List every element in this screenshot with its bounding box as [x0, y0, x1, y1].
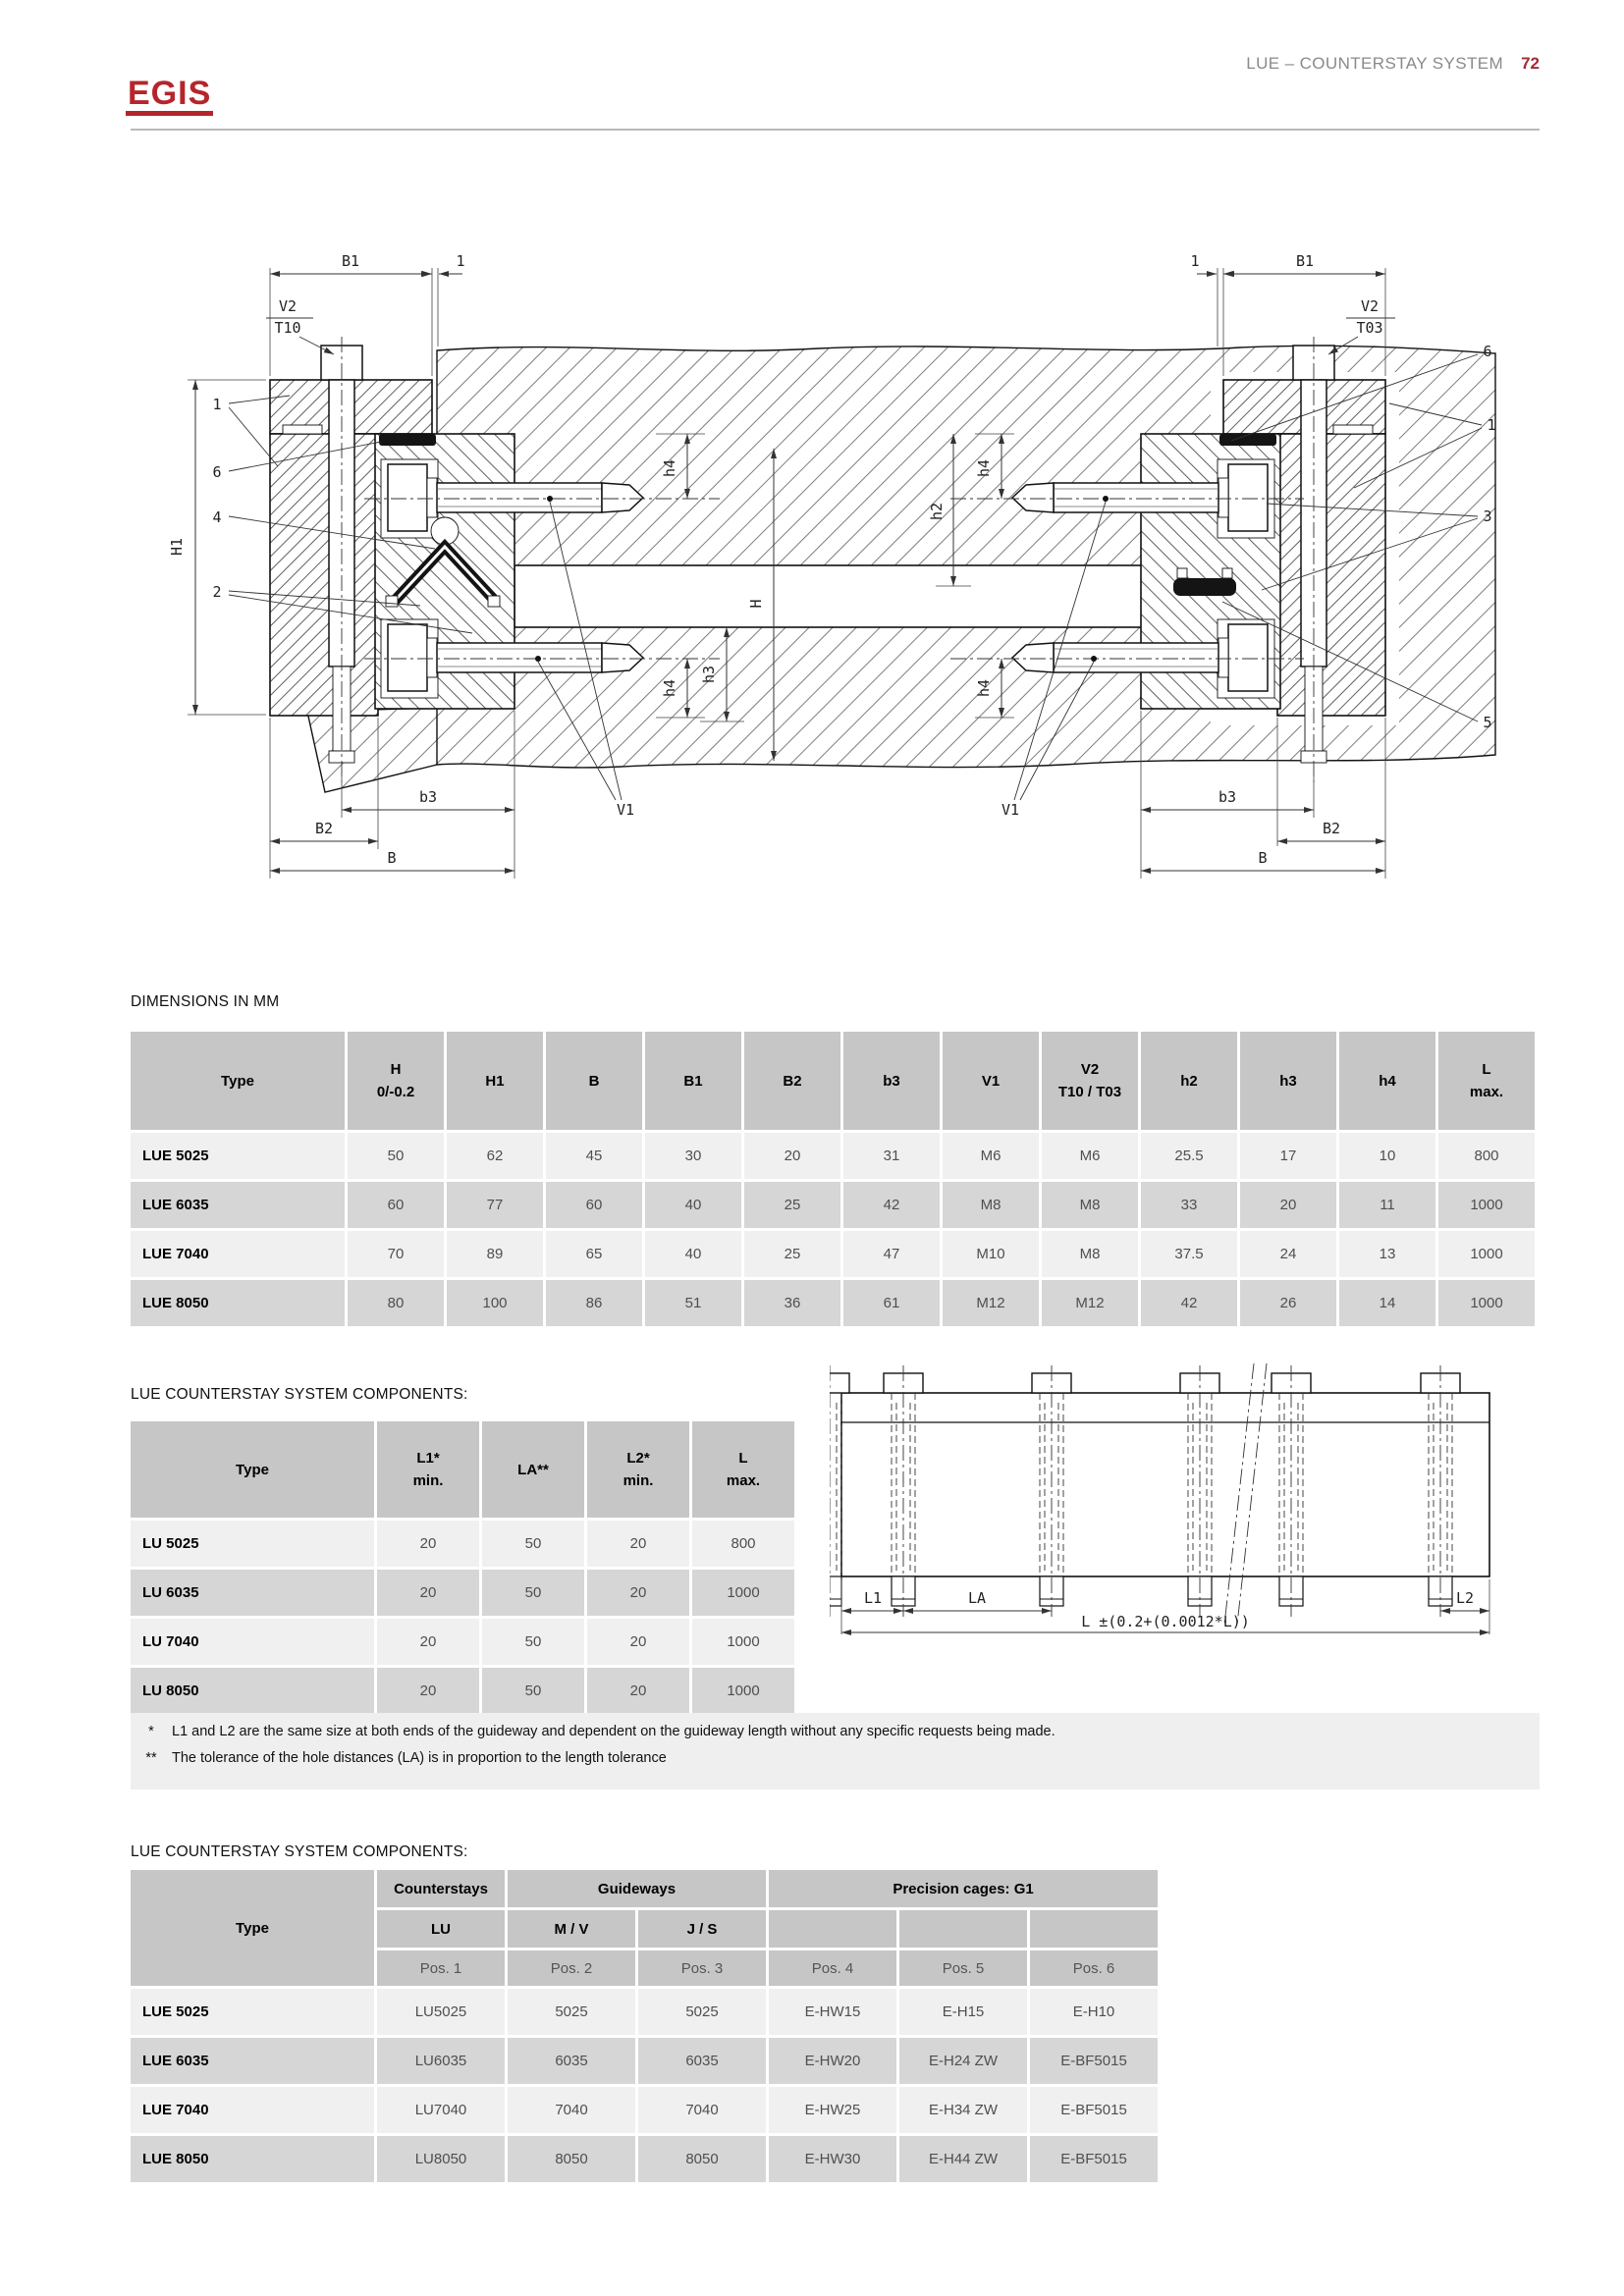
table-row — [131, 1521, 794, 1567]
dim-b1-right: B1 — [1295, 252, 1315, 270]
cell-value: E-HW30 — [769, 2136, 896, 2182]
group-header-precision-cages: Precision cages: G1 — [769, 1870, 1158, 1907]
table-row — [131, 1231, 1535, 1277]
cell-value: 42 — [1141, 1280, 1237, 1326]
row-type: LU 5025 — [131, 1521, 374, 1567]
group-header-guideways: Guideways — [508, 1870, 766, 1907]
cell-value: 11 — [1339, 1182, 1435, 1228]
cell-value: E-H24 ZW — [899, 2038, 1027, 2084]
row-type: LUE 8050 — [131, 2136, 374, 2182]
right-flange-step — [1333, 425, 1373, 434]
cell-value: E-HW25 — [769, 2087, 896, 2133]
dim-b-left: B — [387, 849, 397, 867]
item-6-right: 6 — [1483, 343, 1492, 360]
dim-h4-bottom-left: h4 — [661, 678, 678, 698]
cell-value: 62 — [447, 1133, 543, 1179]
table-row — [131, 2136, 1158, 2182]
sub-header-empty — [1030, 1910, 1158, 1948]
table-row — [131, 1989, 1158, 2035]
item-1-left: 1 — [212, 396, 222, 413]
cell-value: 20 — [1240, 1182, 1336, 1228]
cell-value: 1000 — [692, 1570, 794, 1616]
cell-value: 25.5 — [1141, 1133, 1237, 1179]
footnotes — [131, 1713, 1540, 1789]
cell-value: M8 — [943, 1182, 1039, 1228]
row-type: LUE 7040 — [131, 2087, 374, 2133]
cell-value: 25 — [744, 1231, 840, 1277]
cell-value: 800 — [1438, 1133, 1535, 1179]
cell-value: E-BF5015 — [1030, 2136, 1158, 2182]
col-header-h3: h3 — [1240, 1032, 1336, 1130]
cell-value: 7040 — [508, 2087, 635, 2133]
cell-value: M8 — [1042, 1182, 1138, 1228]
dim-h2: h2 — [928, 502, 946, 521]
cell-value: 89 — [447, 1231, 543, 1277]
cell-value: 20 — [377, 1521, 479, 1567]
item-2-left: 2 — [212, 583, 222, 601]
row-type: LUE 7040 — [131, 1231, 345, 1277]
section1-heading: DIMENSIONS IN MM — [131, 993, 280, 1010]
right-clamp-plate — [1277, 434, 1385, 716]
cell-value: E-BF5015 — [1030, 2087, 1158, 2133]
cell-value: 40 — [645, 1182, 741, 1228]
table-row — [131, 2038, 1158, 2084]
pos-header-3: Pos. 3 — [638, 1950, 766, 1986]
dim-h4-top-right: h4 — [975, 458, 993, 478]
cell-value: E-BF5015 — [1030, 2038, 1158, 2084]
cell-value: LU7040 — [377, 2087, 505, 2133]
dim-l2: L2 — [1455, 1589, 1475, 1607]
cell-value: 20 — [587, 1619, 689, 1665]
cell-value: M6 — [1042, 1133, 1138, 1179]
cell-value: 5025 — [508, 1989, 635, 2035]
page-title: LUE – COUNTERSTAY SYSTEM — [1246, 54, 1504, 73]
footnote-text: The tolerance of the hole distances (LA) is in proportion to the length tolerance — [172, 1750, 667, 1766]
dim-b2-right: B2 — [1322, 820, 1341, 837]
dim-b3-right: b3 — [1218, 788, 1237, 806]
cell-value: E-H34 ZW — [899, 2087, 1027, 2133]
cell-value: 47 — [843, 1231, 940, 1277]
cell-value: 20 — [587, 1521, 689, 1567]
dim-h: H — [747, 599, 765, 609]
cell-value: 50 — [348, 1133, 444, 1179]
cell-value: 25 — [744, 1182, 840, 1228]
pos-header-1: Pos. 1 — [377, 1950, 505, 1986]
sub-header-empty — [769, 1910, 896, 1948]
col-header-type: Type — [131, 1421, 374, 1518]
left-clamp-plate — [270, 434, 378, 716]
cell-value: 50 — [482, 1668, 584, 1714]
sub-header-lu: LU — [377, 1910, 505, 1948]
cell-value: 8050 — [508, 2136, 635, 2182]
item-6-left: 6 — [212, 463, 222, 481]
callout-t03: T03 — [1356, 319, 1383, 337]
cell-value: 800 — [692, 1521, 794, 1567]
col-header-h4: h4 — [1339, 1032, 1435, 1130]
cell-value: E-HW15 — [769, 1989, 896, 2035]
cell-value: 30 — [645, 1133, 741, 1179]
cell-value: 100 — [447, 1280, 543, 1326]
table-row — [131, 1668, 794, 1714]
counterstay-cross-section-drawing — [131, 162, 1540, 918]
guideway-body — [841, 1393, 1489, 1576]
sub-header-empty — [899, 1910, 1027, 1948]
item-1-right: 1 — [1487, 416, 1496, 434]
section3-heading: LUE COUNTERSTAY SYSTEM COMPONENTS: — [131, 1843, 468, 1860]
row-type: LU 7040 — [131, 1619, 374, 1665]
row-type: LU 6035 — [131, 1570, 374, 1616]
left-flange-step — [283, 425, 322, 434]
table-row — [131, 1133, 1535, 1179]
cell-value: 60 — [348, 1182, 444, 1228]
right-top-seal — [1219, 434, 1276, 446]
cell-value: 1000 — [1438, 1280, 1535, 1326]
cell-value: LU5025 — [377, 1989, 505, 2035]
cell-value: M6 — [943, 1133, 1039, 1179]
cell-value: 26 — [1240, 1280, 1336, 1326]
cell-value: 1000 — [1438, 1231, 1535, 1277]
col-header-la: LA** — [482, 1421, 584, 1518]
callout-t10: T10 — [274, 319, 301, 337]
dim-gap-right: 1 — [1190, 252, 1200, 270]
pos-header-5: Pos. 5 — [899, 1950, 1027, 1986]
cell-value: 20 — [587, 1668, 689, 1714]
footnote-2 — [131, 1750, 1540, 1766]
cell-value: 14 — [1339, 1280, 1435, 1326]
col-header-type: Type — [131, 1870, 374, 1986]
footnote-marker: * — [148, 1724, 154, 1739]
cell-value: 13 — [1339, 1231, 1435, 1277]
pos-header-2: Pos. 2 — [508, 1950, 635, 1986]
guideway-slot — [514, 565, 1144, 627]
pos-header-4: Pos. 4 — [769, 1950, 896, 1986]
col-header-l1: L1* min. — [377, 1421, 479, 1518]
dim-b3-left: b3 — [418, 788, 438, 806]
cell-value: 20 — [587, 1570, 689, 1616]
positions-table — [128, 1867, 1161, 2185]
guideway-drawing — [830, 1360, 1532, 1644]
cell-value: 7040 — [638, 2087, 766, 2133]
page-number: 72 — [1521, 54, 1540, 73]
cell-value: 37.5 — [1141, 1231, 1237, 1277]
seal-ear-left — [1177, 568, 1187, 578]
dim-h1: H1 — [168, 537, 186, 557]
table-row — [131, 1570, 794, 1616]
dim-la: LA — [967, 1589, 987, 1607]
sub-header-mv: M / V — [508, 1910, 635, 1948]
cell-value: 24 — [1240, 1231, 1336, 1277]
cell-value: 36 — [744, 1280, 840, 1326]
cell-value: M8 — [1042, 1231, 1138, 1277]
dim-l-tolerance: L ±(0.2+(0.0012*L)) — [1081, 1613, 1250, 1630]
pos-header-6: Pos. 6 — [1030, 1950, 1158, 1986]
row-type: LU 8050 — [131, 1668, 374, 1714]
cell-value: 8050 — [638, 2136, 766, 2182]
row-type: LUE 8050 — [131, 1280, 345, 1326]
row-type: LUE 5025 — [131, 1133, 345, 1179]
cell-value: 6035 — [638, 2038, 766, 2084]
egis-logo: EGIS — [126, 77, 213, 116]
footnote-marker: ** — [145, 1750, 157, 1766]
col-header-h1: H1 — [447, 1032, 543, 1130]
item-5-right: 5 — [1483, 714, 1492, 731]
seal-ear-right — [1222, 568, 1232, 578]
table-row — [131, 1280, 1535, 1326]
table-header-row — [131, 1421, 794, 1518]
cell-value: 31 — [843, 1133, 940, 1179]
cell-value: 6035 — [508, 2038, 635, 2084]
prism-foot-left — [386, 596, 398, 607]
dim-h4-top-left: h4 — [661, 458, 678, 478]
cell-value: 42 — [843, 1182, 940, 1228]
col-header-b2: B2 — [744, 1032, 840, 1130]
col-header-l: L max. — [692, 1421, 794, 1518]
table-row — [131, 1619, 794, 1665]
callout-v2-left: V2 — [278, 297, 298, 315]
table-group-header-row — [131, 1870, 1158, 1907]
table-row — [131, 1182, 1535, 1228]
page-header — [1246, 54, 1540, 74]
cell-value: 77 — [447, 1182, 543, 1228]
cell-value: LU8050 — [377, 2136, 505, 2182]
col-header-l: L max. — [1438, 1032, 1535, 1130]
dim-b1-left: B1 — [341, 252, 360, 270]
cell-value: 17 — [1240, 1133, 1336, 1179]
col-header-b1: B1 — [645, 1032, 741, 1130]
dim-h3: h3 — [700, 665, 718, 684]
cell-value: 65 — [546, 1231, 642, 1277]
col-header-b: B — [546, 1032, 642, 1130]
cell-value: 60 — [546, 1182, 642, 1228]
callout-v1-left: V1 — [616, 801, 635, 819]
cell-value: E-H15 — [899, 1989, 1027, 2035]
cell-value: 70 — [348, 1231, 444, 1277]
dim-gap-left: 1 — [456, 252, 465, 270]
col-header-l2: L2* min. — [587, 1421, 689, 1518]
col-header-v2: V2 T10 / T03 — [1042, 1032, 1138, 1130]
callout-v1-right: V1 — [1001, 801, 1020, 819]
sub-header-js: J / S — [638, 1910, 766, 1948]
cell-value: 20 — [377, 1668, 479, 1714]
dim-l1: L1 — [863, 1589, 883, 1607]
footnote-text: L1 and L2 are the same size at both ends of the guideway and dependent on the guideway length without any specific requests being made. — [172, 1724, 1056, 1739]
left-top-seal — [379, 434, 436, 446]
cell-value: 1000 — [1438, 1182, 1535, 1228]
item-4-left: 4 — [212, 508, 222, 526]
cell-value: 20 — [744, 1133, 840, 1179]
dim-h4-bottom-right: h4 — [975, 678, 993, 698]
cell-value: M12 — [943, 1280, 1039, 1326]
cell-value: 50 — [482, 1570, 584, 1616]
cell-value: E-H10 — [1030, 1989, 1158, 2035]
cell-value: 1000 — [692, 1619, 794, 1665]
cell-value: E-H44 ZW — [899, 2136, 1027, 2182]
table-row — [131, 2087, 1158, 2133]
item-3-right: 3 — [1483, 507, 1492, 525]
dim-b2-left: B2 — [314, 820, 334, 837]
cell-value: M10 — [943, 1231, 1039, 1277]
cell-value: M12 — [1042, 1280, 1138, 1326]
row-type: LUE 6035 — [131, 2038, 374, 2084]
cell-value: 86 — [546, 1280, 642, 1326]
cell-value: 50 — [482, 1521, 584, 1567]
callout-v2-right: V2 — [1360, 297, 1380, 315]
section2-heading: LUE COUNTERSTAY SYSTEM COMPONENTS: — [131, 1386, 468, 1403]
prism-foot-right — [488, 596, 500, 607]
cell-value: LU6035 — [377, 2038, 505, 2084]
cell-value: 1000 — [692, 1668, 794, 1714]
cell-value: E-HW20 — [769, 2038, 896, 2084]
group-header-counterstays: Counterstays — [377, 1870, 505, 1907]
row-type: LUE 6035 — [131, 1182, 345, 1228]
cell-value: 10 — [1339, 1133, 1435, 1179]
cell-value: 5025 — [638, 1989, 766, 2035]
right-lower-seal — [1173, 578, 1236, 596]
table-header-row — [131, 1032, 1535, 1130]
cell-value: 45 — [546, 1133, 642, 1179]
col-header-h: H 0/-0.2 — [348, 1032, 444, 1130]
col-header-type: Type — [131, 1032, 345, 1130]
cell-value: 40 — [645, 1231, 741, 1277]
footnote-1 — [131, 1724, 1540, 1739]
cell-value: 80 — [348, 1280, 444, 1326]
cell-value: 33 — [1141, 1182, 1237, 1228]
cell-value: 61 — [843, 1280, 940, 1326]
cell-value: 50 — [482, 1619, 584, 1665]
col-header-b3: b3 — [843, 1032, 940, 1130]
components-table — [128, 1418, 797, 1717]
row-type: LUE 5025 — [131, 1989, 374, 2035]
dimensions-table — [128, 1029, 1538, 1329]
header-rule — [131, 129, 1540, 131]
col-header-v1: V1 — [943, 1032, 1039, 1130]
cell-value: 51 — [645, 1280, 741, 1326]
cell-value: 20 — [377, 1570, 479, 1616]
cell-value: 20 — [377, 1619, 479, 1665]
col-header-h2: h2 — [1141, 1032, 1237, 1130]
dim-b-right: B — [1258, 849, 1268, 867]
